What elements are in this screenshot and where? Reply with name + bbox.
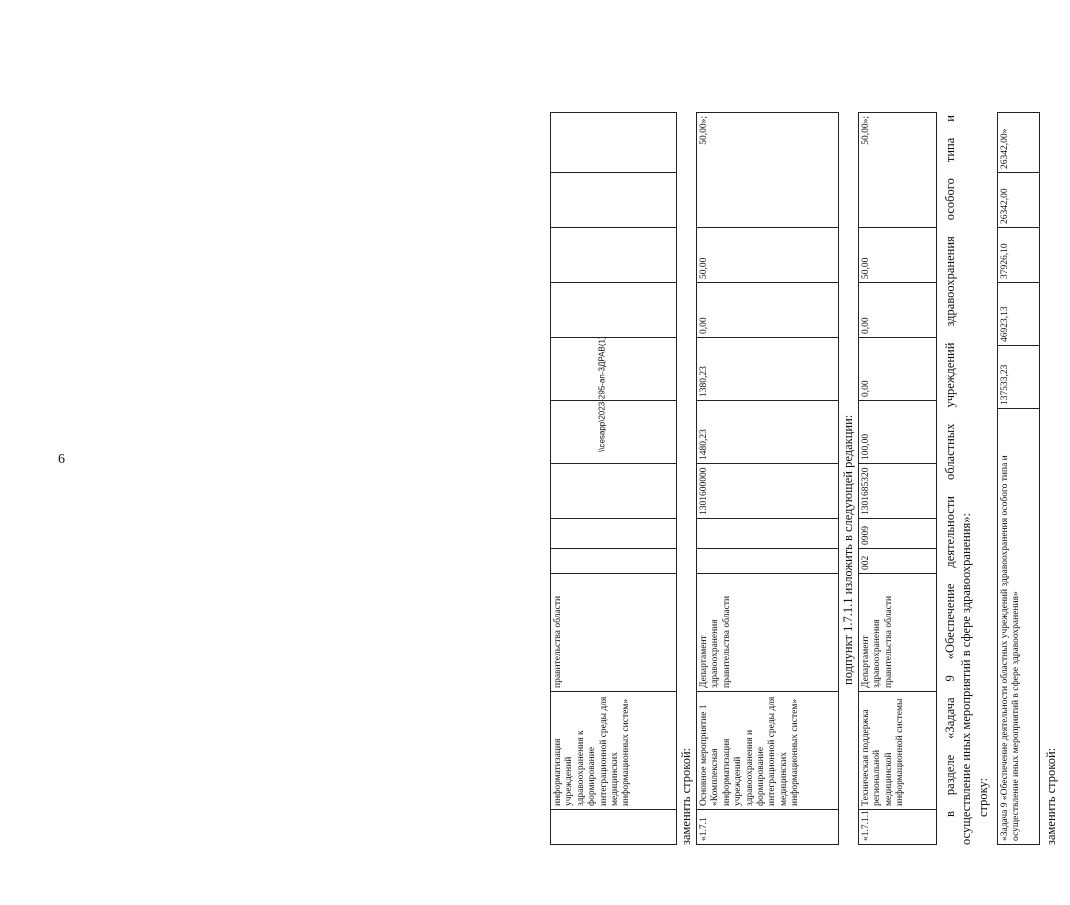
cell-code1: 002 [859,549,937,574]
cell-v5: 26342,00» [998,113,1040,173]
word: деятельности [943,496,957,568]
section-paragraph-line3: строку: [975,777,990,817]
cell-v4: 50,00 [859,228,937,283]
word: 9 [943,675,957,682]
table-continuation [550,112,677,845]
word: типа [943,137,957,163]
table-task-9 [997,112,1040,845]
cell-v1 [551,401,677,464]
word: разделе [943,754,957,796]
section-paragraph-line1 [942,115,958,845]
section-paragraph-line2: осуществление иных мероприятий в сфере здравоохранения»: [959,512,974,845]
cell-v3: 0,00 [859,283,937,338]
table-row-1-7-1-1 [858,112,937,845]
word: «Обеспечение [943,583,957,660]
table-row [859,113,937,845]
cell-name: Техническая поддержка региональной медицинской информационной системы [859,692,937,810]
rotated-content [550,15,1070,855]
table-row [998,113,1040,845]
cell-v5: 50,00»; [697,113,839,228]
cell-name: «Задача 9 «Обеспечение деятельности областных учреждений здравоохранения особого типа и осуществление иных мероприятий в сфере здравоохранения» [998,409,1040,845]
cell-code1 [551,549,677,574]
cell-v2: 0,00 [859,338,937,401]
cell-v3 [551,283,677,338]
word: в [943,811,957,817]
cell-name: Основное мероприятие 1 «Комплексная информатизация учреждений здравоохранения и формирование интеграционной среды для медицинских информационных систем» [697,692,839,810]
table-row-1-7-1 [696,112,839,845]
cell-executor: Департамент здравоохранения правительства области [859,574,937,692]
cell-code2 [551,519,677,549]
cell-num: «1.7.1.1 [859,810,937,845]
cell-v1: 1480,23 [697,401,839,464]
cell-v4: 26342,00 [998,173,1040,228]
word: «Задача [943,697,957,739]
cell-code1 [697,549,839,574]
cell-v6 [551,113,677,173]
cell-code2 [697,519,839,549]
cell-v1: 137533,23 [998,346,1040,409]
cell-v1: 100,00 [859,401,937,464]
section-paragraph [942,115,991,845]
subparagraph-heading: подпункт 1.7.1.1 изложить в следующей редакции: [841,414,855,685]
cell-name: информатизация учреждений здравоохранения к формирование интеграционной среды для медицинских информационных систем» [551,692,677,810]
cell-v3: 37926,10 [998,228,1040,283]
word: областных [943,423,957,480]
word: учреждений [943,342,957,408]
word: особого [943,178,957,221]
cell-v2: 46923,13 [998,283,1040,346]
cell-v5 [551,173,677,228]
table-row [697,113,839,845]
cell-v3: 0,00 [697,283,839,338]
word: здравоохранения [943,236,957,327]
cell-v2: 1380,23 [697,338,839,401]
cell-v4: 50,00 [697,228,839,283]
page-number: 6 [58,452,65,467]
cell-code3 [551,464,677,519]
cell-v5: 50,00»; [859,113,937,228]
cell-num: «1.7.1 [697,810,839,845]
cell-num [551,810,677,845]
cell-v2 [551,338,677,401]
word: и [943,115,957,122]
cell-code3: 1301600000 [697,464,839,519]
cell-code3: 1301685320 [859,464,937,519]
cell-executor: правительства области [551,574,677,692]
replace-with-row-text-2: заменить строкой: [1044,747,1058,845]
cell-code2: 0909 [859,519,937,549]
table-row [551,113,677,845]
cell-executor: Департамент здравоохранения правительства области [697,574,839,692]
cell-v4 [551,228,677,283]
replace-with-row-text: заменить строкой: [679,747,693,845]
